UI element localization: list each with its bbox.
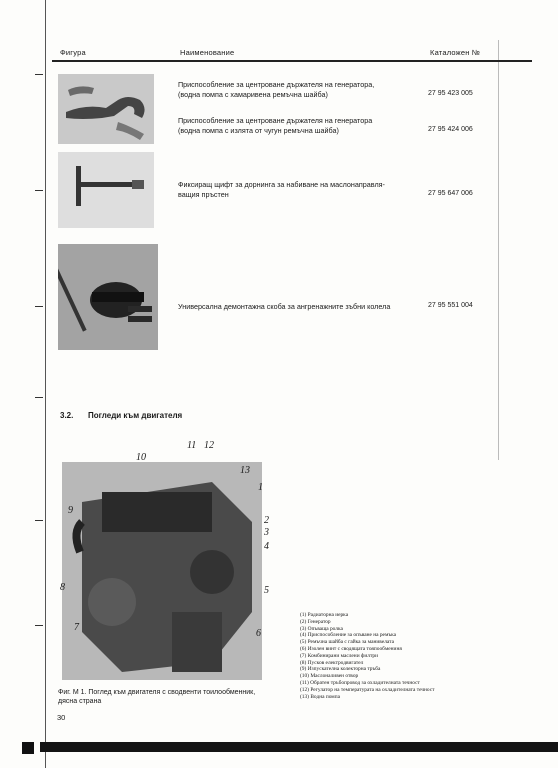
- legend-item: (7) Комбинирани маслени филтри: [300, 652, 378, 659]
- puller-tool-illustration: [58, 244, 158, 350]
- caption-line: Фиг. М 1. Поглед към двигателя с сводвенти тоилообменник,: [58, 689, 256, 696]
- margin-tick: [35, 520, 43, 521]
- margin-tick: [35, 306, 43, 307]
- tool-photo-puller: [58, 244, 158, 350]
- figure-caption: [58, 688, 318, 706]
- tool-desc-1: [178, 80, 428, 99]
- tool-name-line: (водна помпа с хамаривена ремъчна шайба): [178, 89, 328, 99]
- section-number: 3.2.: [60, 411, 74, 420]
- catalog-number: 27 95 424 006: [428, 126, 473, 133]
- figure-callout: 12: [204, 440, 214, 451]
- scan-mark: [22, 742, 34, 754]
- tool-name-line: Приспособление за центроване държателя на генератора: [178, 116, 373, 125]
- scan-bottom-bar: [40, 742, 558, 752]
- legend-item: (1) Радиаторна иерка: [300, 612, 349, 618]
- section-title: Погледи към двигателя: [88, 411, 183, 420]
- figure-callout: 8: [60, 582, 65, 593]
- figure-callout: 4: [264, 541, 269, 552]
- figure-callout: 5: [264, 585, 269, 596]
- tool-name-line: Универсална демонтажна скоба за ангренажните зъбни колела: [178, 302, 391, 311]
- catalog-number: 27 95 551 004: [428, 302, 473, 309]
- figure-callout: 6: [256, 628, 261, 639]
- catalog-number: 27 95 423 005: [428, 90, 473, 97]
- legend-item: (6) Изолен винт с сводящата тояпообмениня: [300, 645, 402, 652]
- figure-legend: [300, 612, 435, 700]
- engine-photo: [62, 462, 262, 680]
- catalog-number: 27 95 647 006: [428, 190, 473, 197]
- figure-callout: 9: [68, 505, 73, 516]
- right-column-rule: [498, 40, 499, 460]
- header-figure: Фигура: [60, 48, 86, 57]
- legend-item: (8) Пусков електродвигател: [300, 659, 364, 666]
- legend-item: (5) Ремъчна шайба с гайка за манивелата: [300, 639, 394, 646]
- tool-name-line: Приспособление за центроване държателя на генератора,: [178, 80, 375, 89]
- figure-callout: 3: [264, 527, 269, 538]
- pin-tool-illustration: [58, 152, 154, 228]
- figure-callout: 10: [136, 452, 146, 463]
- tool-name-line: (водна помпа с излята от чугун ремъчна шайба): [178, 125, 339, 135]
- margin-tick: [35, 74, 43, 75]
- engine-illustration: [62, 462, 262, 680]
- legend-item: (13) Водна помпа: [300, 693, 340, 700]
- caption-line: дясна страна: [58, 698, 102, 705]
- tool-desc-4: [178, 302, 428, 312]
- legend-item: (9) Изпускателна колекторна тръба: [300, 666, 381, 673]
- header-rule: [52, 60, 532, 62]
- hook-tool-illustration: [58, 74, 154, 144]
- tool-photo-pin: [58, 152, 154, 228]
- figure-callout: 11: [187, 440, 197, 451]
- margin-tick: [35, 397, 43, 398]
- figure-callout: 13: [240, 465, 250, 476]
- left-margin-rule: [45, 0, 46, 768]
- margin-tick: [35, 190, 43, 191]
- legend-item: (10) Маслоналивен отвор: [300, 673, 359, 680]
- legend-item: (11) Обратен тръбопровод за охладителната течност: [300, 679, 420, 686]
- header-catalog: Каталожен №: [430, 48, 481, 57]
- page-number: 30: [57, 713, 66, 722]
- tool-name-line: Фиксиращ щифт за дорнинга за набиване на маслонаправля-: [178, 180, 385, 189]
- legend-item: (3) Опъваща ролка: [300, 625, 343, 632]
- legend-item: (12) Регулатор на температурата на охладителната течност: [300, 686, 435, 693]
- header-name: Наименование: [180, 48, 235, 57]
- figure-callout: 7: [74, 622, 79, 633]
- figure-callout: 1: [258, 482, 263, 493]
- legend-item: (2) Генератор: [300, 618, 331, 625]
- figure-callout: 2: [264, 515, 269, 526]
- tool-desc-2: [178, 116, 428, 135]
- margin-tick: [35, 625, 43, 626]
- tool-photo-centering: [58, 74, 154, 144]
- tool-desc-3: [178, 180, 428, 199]
- legend-item: (4) Приспособление за опъване на ремъка: [300, 632, 397, 639]
- tool-name-line: ващия пръстен: [178, 189, 229, 199]
